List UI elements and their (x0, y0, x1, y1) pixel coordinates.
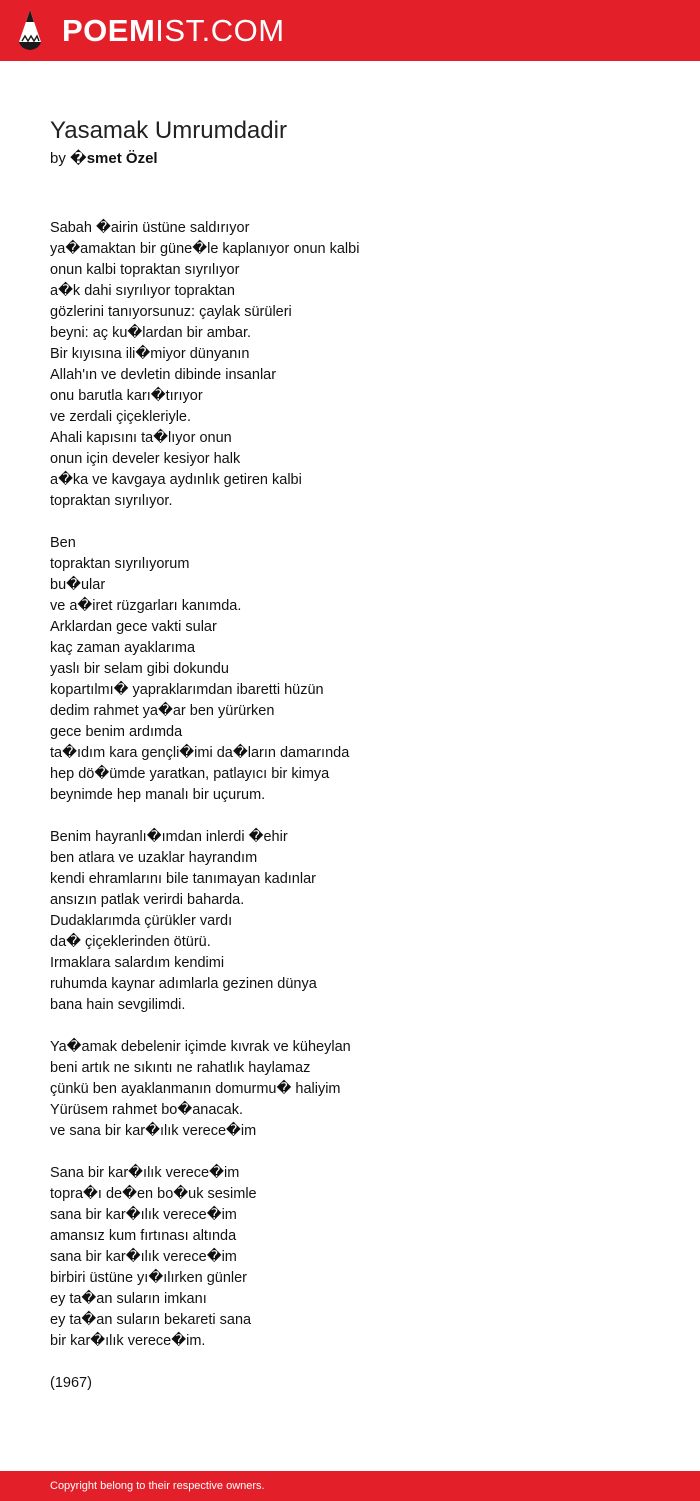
poem-line: ta�ıdım kara gençli�imi da�ların damarında (50, 745, 350, 761)
pencil-logo-icon[interactable] (17, 9, 43, 51)
poem-line: gözlerini tanıyorsunuz: çaylak sürüleri (50, 304, 292, 320)
logo-text-bold: POEM (62, 13, 156, 48)
poem-line: kopartılmı� yapraklarımdan ibaretti hüzün (50, 682, 324, 698)
poem-line: ve zerdali çiçekleriyle. (50, 409, 192, 425)
poem-line: Bir kıyısına ili�miyor dünyanın (50, 346, 250, 362)
poem-line: bana hain sevgilimdi. (50, 997, 186, 1013)
poem-line: ey ta�an suların bekareti sana (50, 1312, 252, 1328)
poem-line: onun kalbi topraktan sıyrılıyor (50, 262, 240, 278)
poem-line: ve a�iret rüzgarları kanımda. (50, 598, 242, 614)
poem-stanza (50, 218, 650, 512)
poem-line: bu�ular (50, 577, 106, 593)
poem-line: bir kar�ılık verece�im. (50, 1333, 206, 1349)
poem-line: amansız kum fırtınası altında (50, 1228, 237, 1244)
poem-line: (1967) (50, 1375, 92, 1391)
poem-line: beni artık ne sıkıntı ne rahatlık haylamaz (50, 1060, 311, 1076)
poem-line: kaç zaman ayaklarıma (50, 640, 196, 656)
poem-line: topraktan sıyrılıyor. (50, 493, 173, 509)
poem-line: Ahali kapısını ta�lıyor onun (50, 430, 232, 446)
poem-line: gece benim ardımda (50, 724, 183, 740)
poem-line: Sabah �airin üstüne saldırıyor (50, 220, 250, 236)
poem-line: ya�amaktan bir güne�le kaplanıyor onun kalbi (50, 241, 360, 257)
poem-line: dedim rahmet ya�ar ben yürürken (50, 703, 275, 719)
poem-line: kendi ehramlarını bile tanımayan kadınlar (50, 871, 316, 887)
poem-stanza (50, 1037, 650, 1142)
poem-line: sana bir kar�ılık verece�im (50, 1207, 237, 1223)
poem-line: beynimde hep manalı bir uçurum. (50, 787, 266, 803)
poem-line: hep dö�ümde yaratkan, patlayıcı bir kimya (50, 766, 330, 782)
poem-byline (50, 148, 158, 170)
poem-line: a�ka ve kavgaya aydınlık getiren kalbi (50, 472, 302, 488)
poem-stanza (50, 827, 650, 1016)
poem-line: ansızın patlak verirdi baharda. (50, 892, 245, 908)
poem-line: sana bir kar�ılık verece�im (50, 1249, 237, 1265)
poem-line: a�k dahi sıyrılıyor topraktan (50, 283, 235, 299)
poem-line: Yürüsem rahmet bo�anacak. (50, 1102, 243, 1118)
poem-line: Sana bir kar�ılık verece�im (50, 1165, 240, 1181)
poem-line: Arklardan gece vakti sular (50, 619, 217, 635)
poem-title: Yasamak Umrumdadir (50, 117, 287, 144)
poem-line: yaslı bir selam gibi dokundu (50, 661, 229, 677)
poem-line: onu barutla karı�tırıyor (50, 388, 203, 404)
poem-line: onun için develer kesiyor halk (50, 451, 241, 467)
site-header (0, 0, 700, 61)
site-footer (0, 1471, 700, 1501)
copyright-text: Copyright belong to their respective owners. (50, 1480, 265, 1492)
poem-line: birbiri üstüne yı�ılırken günler (50, 1270, 248, 1286)
logo-text-light: IST.COM (155, 13, 285, 48)
poem-line: Irmaklara salardım kendimi (50, 955, 225, 971)
poem-line: topraktan sıyrılıyorum (50, 556, 190, 572)
poem-line: ben atlara ve uzaklar hayrandım (50, 850, 258, 866)
poem-line: topra�ı de�en bo�uk sesimle (50, 1186, 257, 1202)
poem-line: Ya�amak debelenir içimde kıvrak ve küheylan (50, 1039, 351, 1055)
poem-stanza (50, 1373, 650, 1394)
poem-stanza (50, 533, 650, 806)
poem-line: Ben (50, 535, 76, 551)
poem-stanza (50, 1163, 650, 1352)
poem-line: çünkü ben ayaklanmanın domurmu� haliyim (50, 1081, 341, 1097)
poem-body (50, 218, 650, 1415)
poem-line: Allah'ın ve devletin dibinde insanlar (50, 367, 277, 383)
poem-line: Dudaklarımda çürükler vardı (50, 913, 233, 929)
poem-line: ruhumda kaynar adımlarla gezinen dünya (50, 976, 317, 992)
poem-line: da� çiçeklerinden ötürü. (50, 934, 211, 950)
poem-line: ve sana bir kar�ılık verece�im (50, 1123, 257, 1139)
poem-line: beyni: aç ku�lardan bir ambar. (50, 325, 252, 341)
poem-author: �smet Özel (70, 150, 158, 167)
poem-line: ey ta�an suların imkanı (50, 1291, 207, 1307)
site-logo[interactable] (62, 13, 285, 49)
by-label: by (50, 150, 66, 167)
poem-line: Benim hayranlı�ımdan inlerdi �ehir (50, 829, 288, 845)
